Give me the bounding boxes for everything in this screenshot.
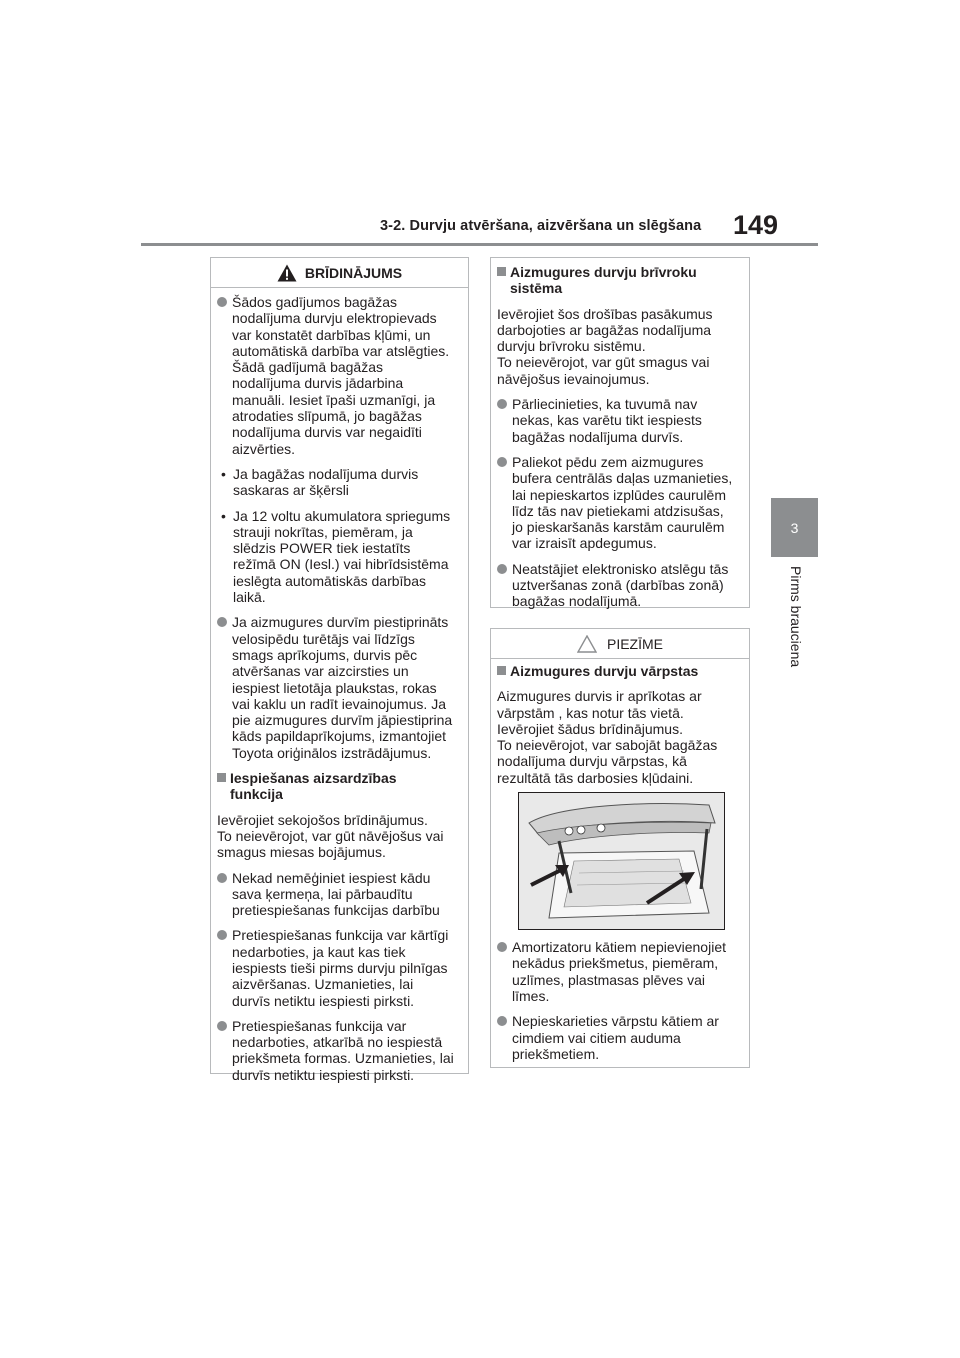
bullet-dot [497, 457, 507, 467]
tailgate-illustration [518, 792, 725, 930]
warning-bullet [217, 1018, 462, 1083]
warning-sub-item [217, 508, 462, 606]
note-bullet [497, 939, 743, 1004]
warning-bullet [497, 396, 743, 445]
note-bullet [497, 1013, 743, 1062]
page-number: 149 [733, 210, 779, 240]
warning-box-header [211, 258, 468, 288]
sub-marker: • [221, 507, 226, 524]
warning-box-continued [490, 257, 750, 608]
bullet-text: Ja aizmugures durvīm piestiprināts velosipēdu turētājs vai līdzīgs smags aprīkojums, durvis pēc atvēršanas var aizcirsties un iespiest lietotāja plaukstas, rokas vai kaklu un radīt ievainojumus. Ja pie aizmugures durvīm jāpiestiprina kāds papildaprīkojums, izmantojiet Toyota oriģinālos izstrādājumus. [232, 614, 453, 761]
warning-box [210, 257, 469, 1083]
bullet-text: Nekad nemēģiniet iespiest kādu sava ķermeņa, lai pārbaudītu pretiespiešanas funkcijas darbību [232, 869, 440, 919]
heading-text: Aizmugures durvju brīvroku sistēma [510, 264, 697, 297]
heading-square [217, 773, 226, 782]
caution-outline-icon [577, 635, 597, 653]
bullet-dot [497, 399, 507, 409]
section-title: 3-2. Durvju atvēršana, aizvēršana un slēgšana [380, 218, 702, 234]
note-box-header [491, 629, 749, 659]
section-heading [497, 663, 743, 679]
heading-text: Iespiešanas aizsardzības funkcija [230, 770, 397, 803]
bullet-dot [217, 930, 227, 940]
paragraph: Aizmugures durvis ir aprīkotas ar vārpstām , kas notur tās vietā. Ievērojiet šādus brīdinājumus. To neievērojot, var sabojāt bagāžas nodalījuma durvju vārpstas, kā rezultātā tās darbosies kļūdaini. [497, 688, 718, 786]
warning-box-title: BRĪDINĀJUMS [304, 264, 403, 281]
bullet-dot [217, 1021, 227, 1031]
bullet-dot [497, 564, 507, 574]
bullet-text: Šādos gadījumos bagāžas nodalījuma durvju elektropievads var konstatēt darbības kļūmi, un automātiskā darbība var atslēgties. Šādā gadījumā bagāžas nodalījuma durvis jādarbina manuāli. Iesiet īpaši uzmanīgi, ja atrodaties slīpumā, jo bagāžas nodalījuma durvis var negaidīti aizvērties. [232, 294, 450, 457]
sub-marker: • [221, 465, 226, 482]
sub-text: Ja bagāžas nodalījuma durvis saskaras ar šķērsli [233, 465, 419, 499]
warning-bullet [217, 927, 462, 1008]
warning-sub-item [217, 466, 462, 499]
bullet-text: Pretiespiešanas funkcija var nedarboties, atkarībā no iespiestā priekšmeta formas. Uzmanieties, lai durvīs netiktu iespiesti pirksti. [232, 1017, 454, 1083]
warning-triangle-icon [277, 264, 297, 282]
warning-bullet [497, 561, 743, 610]
paragraph: Ievērojiet sekojošos brīdinājumus. To neievērojot, var gūt nāvējošus vai smagus miesas bojājumus. [217, 811, 444, 861]
sub-text: Ja 12 voltu akumulatora spriegums strauji nokrītas, piemēram, ja slēdzis POWER tiek iestatīts režīmā ON (Iesl.) vai hibrīdsistēma ieslēgta automātiskās darbības laikā. [233, 507, 451, 606]
bullet-dot [217, 297, 227, 307]
heading-text: Aizmugures durvju vārpstas [510, 663, 699, 679]
section-heading [217, 770, 462, 803]
bullet-dot [217, 873, 227, 883]
heading-square [497, 267, 506, 276]
tailgate-struts-illustration [519, 793, 724, 929]
bullet-text: Pretiespiešanas funkcija var kārtīgi nedarboties, ja kaut kas tiek iespiests tieši pirms durvju pilnīgas aizvēršanas. Uzmanieties, lai durvīs netiktu iespiesti pirksti. [232, 927, 449, 1009]
warning-bullet [217, 294, 462, 457]
paragraph: Ievērojiet šos drošības pasākumus darbojoties ar bagāžas nodalījuma durvju brīvroku sistēmu. To neievērojot, var gūt smagus vai nāvējošus ievainojumus. [497, 305, 713, 387]
warning-bullet [217, 614, 462, 761]
chapter-tab [771, 498, 818, 557]
bullet-text: Paliekot pēdu zem aizmugures bufera centrālās daļas uzmanieties, lai nepieskartos izplūdes caurulēm līdz tās nav pietiekami atdzisušas, jo pieskaršanās karstām caurulēm var izraisīt apdegumus. [512, 453, 733, 552]
heading-square [497, 666, 506, 675]
chapter-title: Pirms brauciena [788, 566, 804, 668]
chapter-number: 3 [790, 519, 799, 536]
bullet-text: Neatstājiet elektronisko atslēgu tās uztveršanas zonā (darbības zonā) bagāžas nodalījumā. [512, 560, 729, 610]
bullet-text: Pārliecinieties, ka tuvumā nav nekas, kas varētu tikt iespiests bagāžas nodalījuma durvīs. [512, 396, 702, 445]
bullet-dot [217, 617, 227, 627]
header-divider [141, 243, 818, 246]
warning-bullet [217, 870, 462, 919]
warning-bullet [497, 454, 743, 552]
bullet-dot [497, 942, 507, 952]
section-heading [497, 264, 743, 297]
note-box [490, 628, 750, 1068]
note-box-title: PIEZĪME [606, 635, 663, 652]
bullet-dot [497, 1016, 507, 1026]
bullet-text: Nepieskarieties vārpstu kātiem ar cimdiem vai citiem auduma priekšmetiem. [512, 1013, 719, 1062]
bullet-text: Amortizatoru kātiem nepievienojiet nekādus priekšmetus, piemēram, uzlīmes, plastmasas plēves vai līmes. [512, 939, 726, 1004]
